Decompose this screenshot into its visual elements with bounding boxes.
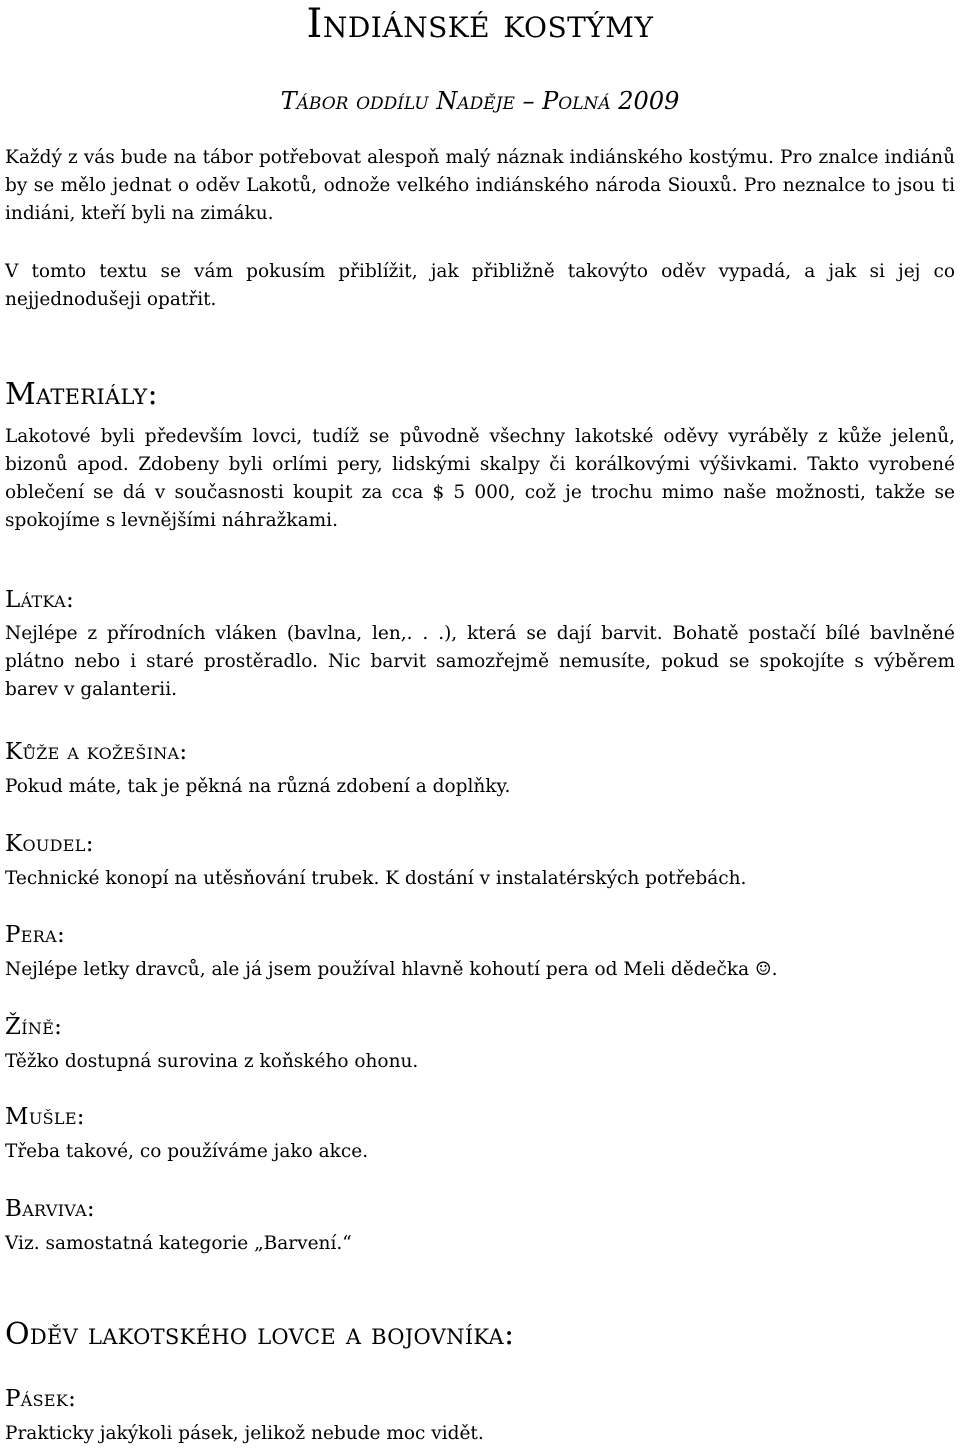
dyes-paragraph: Viz. samostatná kategorie „Barvení.“ bbox=[5, 1233, 352, 1254]
leather-heading: Kůže a kožešina: bbox=[5, 739, 188, 765]
fabric-heading: Látka: bbox=[5, 587, 75, 613]
fabric-paragraph: Nejlépe z přírodních vláken (bavlna, len,. . .), která se dají barvit. Bohatě postačí bílé bavlněné plátno nebo i staré prostěradlo. Nic barvit samozřejmě nemusíte, pokud se spokojíte s výběrem barev v galanterii. bbox=[5, 623, 955, 700]
feathers-heading: Pera: bbox=[5, 922, 66, 948]
materials-paragraph: Lakotové byli především lovci, tudíž se původně všechny lakotské oděvy vyráběly z kůže jelenů, bizonů apod. Zdobeny byli orlími pery, lidskými skalpy či korálkovými výšivkami. Takto vyrobené oblečení se dá v současnosti koupit za cca $ 5 000, což je trochu mimo naše možnosti, takže se spokojíme s levnějšími náhražkami. bbox=[5, 426, 955, 531]
belt-paragraph: Prakticky jakýkoli pásek, jelikož nebude moc vidět. bbox=[5, 1423, 484, 1444]
shells-heading: Mušle: bbox=[5, 1104, 85, 1130]
feathers-paragraph: Nejlépe letky dravců, ale já jsem používal hlavně kohoutí pera od Meli dědečka ☺. bbox=[5, 959, 778, 980]
horsehair-heading: Žíně: bbox=[5, 1014, 63, 1040]
leather-paragraph: Pokud máte, tak je pěkná na různá zdobení a doplňky. bbox=[5, 776, 511, 797]
document-title: Indiánské kostýmy bbox=[306, 1, 654, 47]
intro-paragraph-1: Každý z vás bude na tábor potřebovat alespoň malý náznak indiánského kostýmu. Pro znalce indiánů by se mělo jednat o oděv Lakotů, odnože velkého indiánského národa Siouxů. Pro neznalce to jsou ti indiáni, kteří byli na zimáku. bbox=[5, 147, 955, 224]
dyes-heading: Barviva: bbox=[5, 1196, 95, 1222]
horsehair-paragraph: Těžko dostupná surovina z koňského ohonu. bbox=[5, 1051, 419, 1072]
tow-paragraph: Technické konopí na utěsňování trubek. K dostání v instalatérských potřebách. bbox=[5, 868, 747, 889]
shells-paragraph: Třeba takové, co používáme jako akce. bbox=[5, 1141, 369, 1162]
document-subtitle: Tábor oddílu Naděje – Polná 2009 bbox=[280, 87, 680, 115]
tow-heading: Koudel: bbox=[5, 831, 94, 857]
intro-paragraph-2: V tomto textu se vám pokusím přiblížit, jak přibližně takovýto oděv vypadá, a jak si jej co nejjednodušeji opatřit. bbox=[5, 261, 955, 310]
belt-heading: Pásek: bbox=[5, 1386, 77, 1412]
materials-heading: Materiály: bbox=[5, 377, 158, 412]
hunter-outfit-heading: Oděv lakotského lovce a bojovníka: bbox=[5, 1317, 515, 1352]
